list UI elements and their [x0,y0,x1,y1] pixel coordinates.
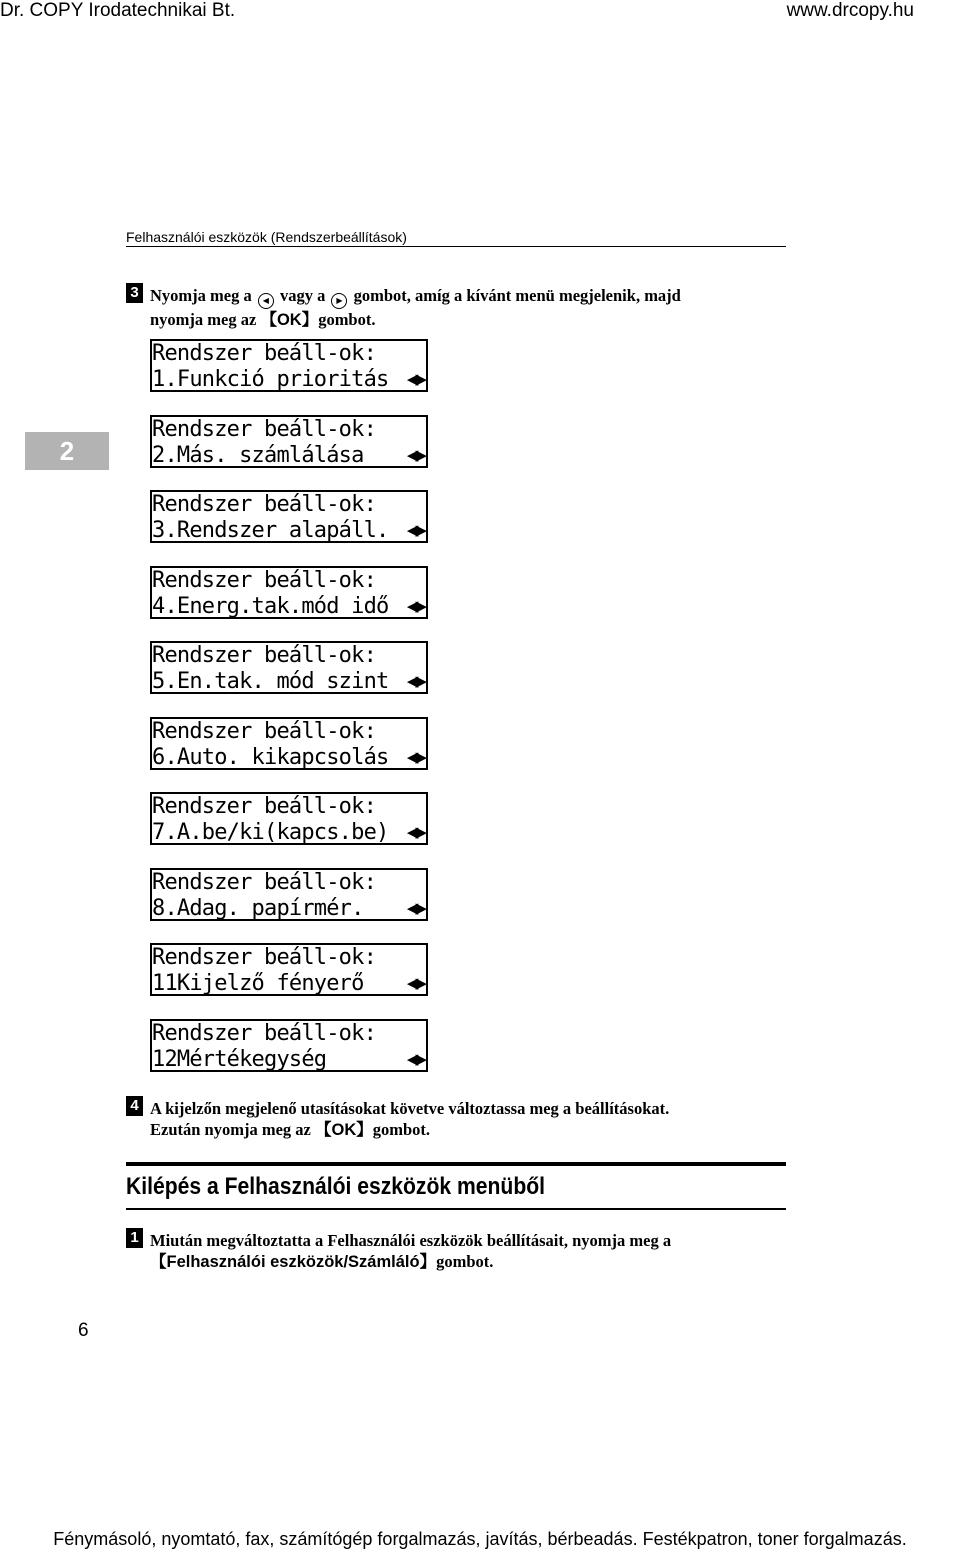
user-tools-key-label: 【Felhasználói eszközök/Számláló】 [150,1253,437,1271]
company-name: Dr. COPY Irodatechnikai Bt. [0,0,236,21]
lcd-line-2: 3.Rendszer alapáll. [152,518,389,543]
step-1-marker: 1 [126,1228,143,1248]
lcd-arrows-icon: ◀▶ [406,899,424,917]
step-4-text [150,1098,790,1141]
lcd-line-1: Rendszer beáll-ok: [152,568,377,593]
lcd-line-2: 6.Auto. kikapcsolás [152,745,389,770]
ok-key-label: 【OK】 [260,311,319,329]
step-1-line-2 [150,1251,790,1273]
lcd-line-1: Rendszer beáll-ok: [152,870,377,895]
step-3-marker: 3 [126,283,143,303]
lcd-screen [150,717,428,770]
running-head: Felhasználói eszközök (Rendszerbeállítások) [126,229,407,245]
lcd-line-2: 1.Funkció prioritás [152,367,389,392]
step-3-line-1 [150,285,790,309]
lcd-line-2: 8.Adag. papírmér. [152,896,364,921]
lcd-screen [150,641,428,694]
lcd-arrows-icon: ◀▶ [406,672,424,690]
lcd-screen [150,339,428,392]
lcd-arrows-icon: ◀▶ [406,1050,424,1068]
step-3-text-b: vagy a [275,286,330,305]
step-1-text [150,1230,790,1273]
chapter-tab: 2 [25,432,109,470]
step-4-marker: 4 [126,1096,143,1116]
lcd-line-1: Rendszer beáll-ok: [152,794,377,819]
lcd-screen [150,566,428,619]
lcd-screen [150,490,428,543]
lcd-screen [150,868,428,921]
section-rule-top [126,1162,786,1166]
lcd-line-1: Rendszer beáll-ok: [152,1021,377,1046]
company-website[interactable]: www.drcopy.hu [786,0,914,21]
step-3-text-d: nyomja meg az [150,310,261,329]
lcd-line-1: Rendszer beáll-ok: [152,643,377,668]
page-number: 6 [78,1320,89,1341]
lcd-arrows-icon: ◀▶ [406,597,424,615]
lcd-line-2: 4.Energ.tak.mód idő [152,594,389,619]
section-title: Kilépés a Felhasználói eszközök menüből [126,1173,546,1200]
lcd-arrows-icon: ◀▶ [406,974,424,992]
left-arrow-key-icon: ◀ [258,293,274,309]
lcd-line-1: Rendszer beáll-ok: [152,945,377,970]
header-rule [126,246,786,247]
step-4-line-1: A kijelzőn megjelenő utasításokat követve változtassa meg a beállításokat. [150,1099,670,1118]
lcd-line-2: 5.En.tak. mód szint [152,669,389,694]
lcd-screen [150,943,428,996]
lcd-line-2: 12Mértékegység [152,1047,327,1072]
step-3-text-c: gombot, amíg a kívánt menü megjelenik, majd [349,286,681,305]
step-3-text [150,285,790,331]
lcd-arrows-icon: ◀▶ [406,370,424,388]
ok-key-label: 【OK】 [314,1121,373,1139]
right-arrow-key-icon: ▶ [331,293,347,309]
step-1-text-b: gombot. [436,1252,494,1271]
lcd-screen [150,415,428,468]
lcd-screen [150,792,428,845]
lcd-line-1: Rendszer beáll-ok: [152,341,377,366]
step-3-text-e: gombot. [318,310,376,329]
step-4-text-a: Ezután nyomja meg az [150,1120,315,1139]
lcd-screen [150,1019,428,1072]
section-rule-bottom [126,1208,786,1210]
lcd-line-1: Rendszer beáll-ok: [152,492,377,517]
lcd-line-2: 7.A.be/ki(kapcs.be) [152,820,389,845]
step-4-text-b: gombot. [372,1120,431,1139]
footer-text: Fénymásoló, nyomtató, fax, számítógép forgalmazás, javítás, bérbeadás. Festékpatron, toner forgalmazás. [53,1529,907,1549]
step-1-line-1: Miután megváltoztatta a Felhasználói eszközök beállításait, nyomja meg a [150,1231,672,1250]
lcd-arrows-icon: ◀▶ [406,521,424,539]
step-4-line-2 [150,1119,790,1141]
lcd-arrows-icon: ◀▶ [406,446,424,464]
lcd-line-1: Rendszer beáll-ok: [152,417,377,442]
lcd-line-2: 11Kijelző fényerő [152,971,364,996]
lcd-arrows-icon: ◀▶ [406,823,424,841]
lcd-line-2: 2.Más. számlálása [152,443,364,468]
lcd-line-1: Rendszer beáll-ok: [152,719,377,744]
step-3-line-2 [150,309,790,331]
lcd-arrows-icon: ◀▶ [406,748,424,766]
step-3-text-a: Nyomja meg a [150,286,256,305]
